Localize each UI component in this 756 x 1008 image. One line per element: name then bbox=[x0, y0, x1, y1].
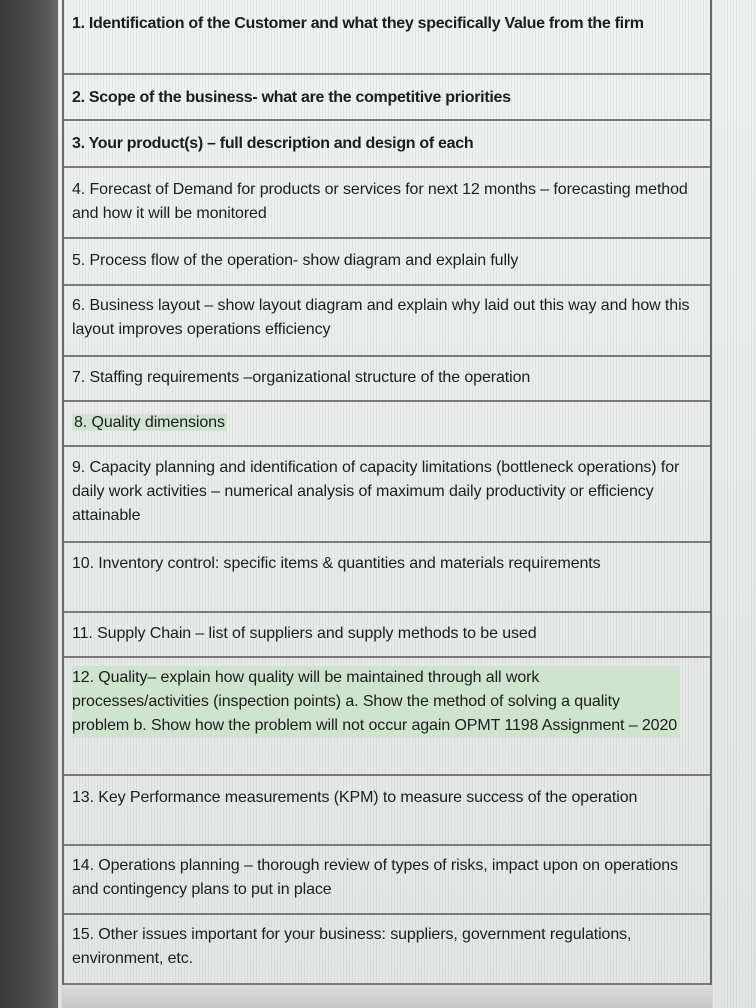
row-text: 7. Staffing requirements –organizational structure of the operation bbox=[72, 369, 531, 386]
row-text: 10. Inventory control: specific items & quantities and materials requirements bbox=[72, 555, 601, 572]
row-text: 2. Scope of the business- what are the competitive priorities bbox=[72, 89, 511, 106]
table-row bbox=[64, 776, 710, 846]
table-row bbox=[64, 447, 710, 543]
row-text: 3. Your product(s) – full description and design of each bbox=[72, 135, 474, 152]
table-row bbox=[64, 543, 710, 613]
table-row bbox=[64, 402, 710, 447]
row-text: 4. Forecast of Demand for products or services for next 12 months – forecasting method and how it will be monitored bbox=[72, 181, 688, 222]
row-text: 11. Supply Chain – list of suppliers and supply methods to be used bbox=[72, 625, 537, 642]
row-text: 6. Business layout – show layout diagram and explain why laid out this way and how this layout improves operations efficiency bbox=[72, 297, 690, 338]
highlighted-text: 8. Quality dimensions bbox=[74, 414, 225, 431]
assignment-requirements-table bbox=[62, 0, 712, 985]
row-text: 13. Key Performance measurements (KPM) to measure success of the operation bbox=[72, 789, 638, 806]
row-text: 15. Other issues important for your business: suppliers, government regulations, environment, etc. bbox=[72, 926, 632, 967]
table-row bbox=[64, 75, 710, 121]
highlighted-row-text: 12. Quality– explain how quality will be maintained through all work processes/activities (inspection points) a. Show the method of solving a quality problem b. Show how the problem will not occur again OPMT 1198 Assignment – 2020 bbox=[72, 666, 680, 738]
table-row bbox=[64, 357, 710, 402]
row-text bbox=[72, 411, 702, 435]
row-text: 1. Identification of the Customer and what they specifically Value from the firm bbox=[72, 15, 644, 32]
table-row bbox=[64, 613, 710, 658]
row-text: 14. Operations planning – thorough review of types of risks, impact upon on operations and contingency plans to put in place bbox=[72, 857, 678, 898]
table-row bbox=[64, 168, 710, 239]
table-row bbox=[64, 915, 710, 985]
table-row bbox=[64, 846, 710, 915]
table-row bbox=[64, 286, 710, 357]
row-text: 5. Process flow of the operation- show diagram and explain fully bbox=[72, 252, 519, 269]
screen-bottom-edge bbox=[62, 985, 712, 1008]
table-row bbox=[64, 658, 710, 776]
row-text: 9. Capacity planning and identification of capacity limitations (bottleneck operations) for daily work activities – numerical analysis of maximum daily productivity or efficiency attainable bbox=[72, 459, 680, 524]
table-row bbox=[64, 239, 710, 286]
table-row bbox=[64, 121, 710, 168]
table-row bbox=[64, 0, 710, 75]
